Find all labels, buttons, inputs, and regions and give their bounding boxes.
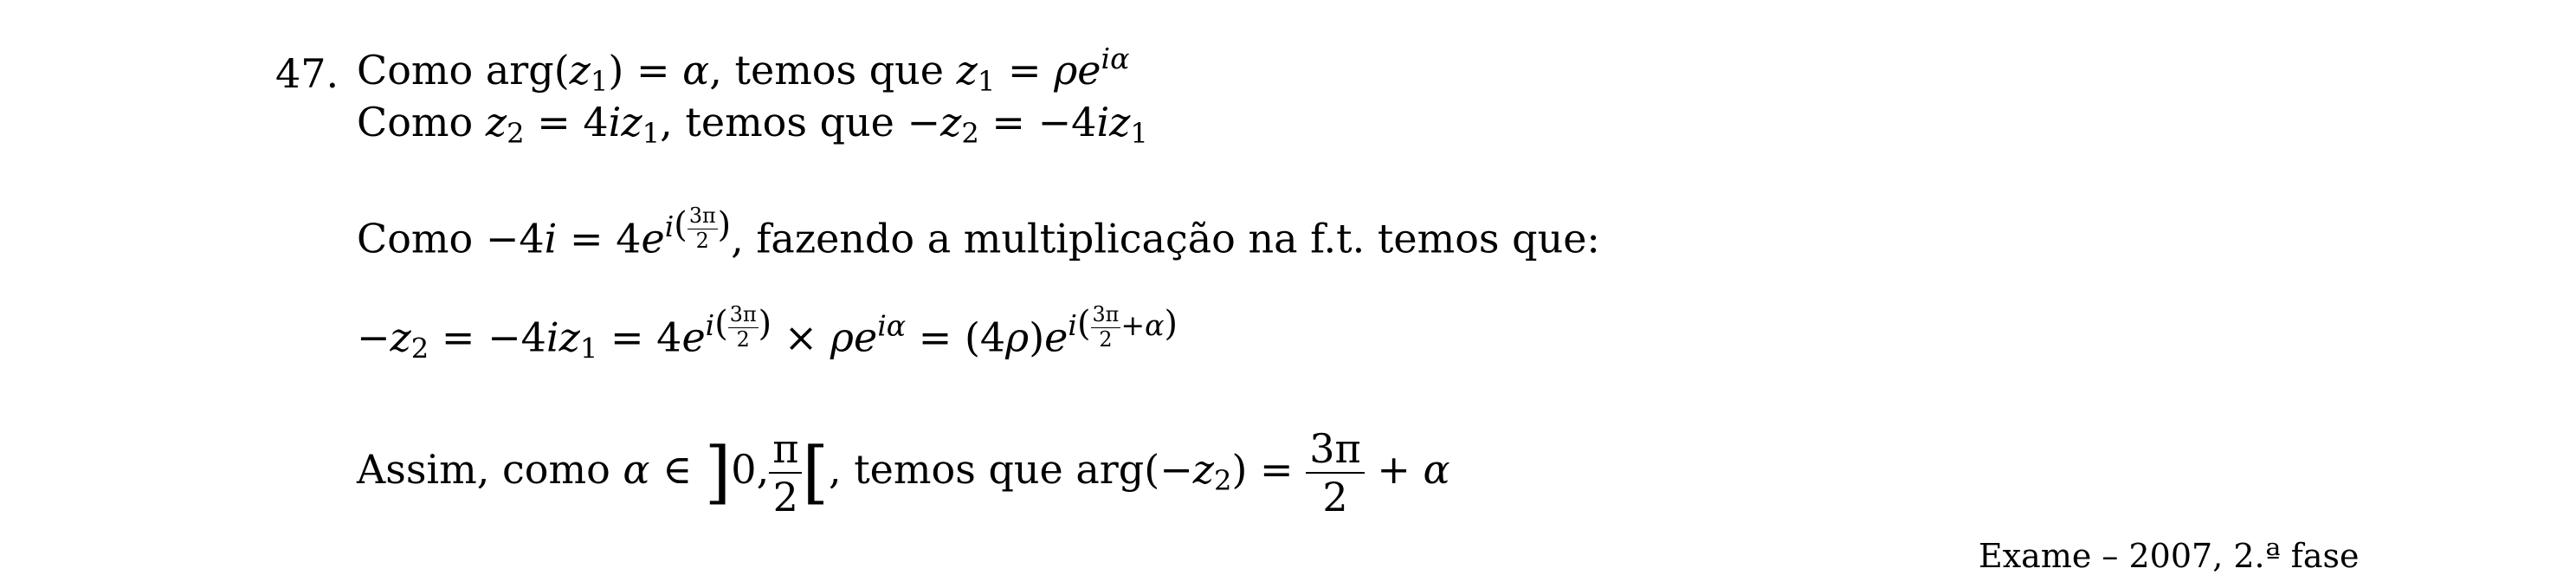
text-como-1: Como [357, 47, 474, 94]
solution-line-2: Como $z_2 = 4iz_1$, temos que $-z_2 = -4iz_1$ [357, 99, 1148, 151]
problem-number: 47. [275, 50, 339, 97]
text-assim-como: Assim, como [357, 446, 610, 493]
exam-source: Exame – 2007, 2.ª fase [1979, 537, 2360, 575]
text-como-3: Como [357, 215, 474, 262]
text-temos-que-2: temos que [685, 99, 894, 145]
solution-line-1: Como $arg(z_1) = \alpha$, temos que $z_1 = \rho e^{i\alpha}$ [357, 41, 1130, 99]
text-como-2: Como [357, 99, 474, 145]
text-temos-que-1: temos que [734, 47, 945, 94]
arg-op-1: arg [485, 47, 554, 94]
solution-line-5: Assim, como α ∈ ]0, $\frac{\pi}{2}$ [, temos que $arg(-z_2)$ = $\frac{3\pi}{2}$ + α [357, 425, 1450, 520]
solution-line-3: Como $-4i = 4e^{i( \frac{3\pi}{2} )}$, fazendo a multiplicação na f.t. temos que: [357, 204, 1600, 262]
solution-line-4: $-z_2 = -4iz_1 = 4e^{i( \frac{3\pi}{2} )} \times \rho e^{i\alpha} = (4\rho)e^{i( \frac{3\pi}{2} +\alpha)}$ [357, 302, 1178, 365]
text-fazendo: , fazendo a multiplicação na f.t. temos que: [731, 215, 1600, 262]
text-temos-que-3: , temos que [828, 446, 1063, 493]
